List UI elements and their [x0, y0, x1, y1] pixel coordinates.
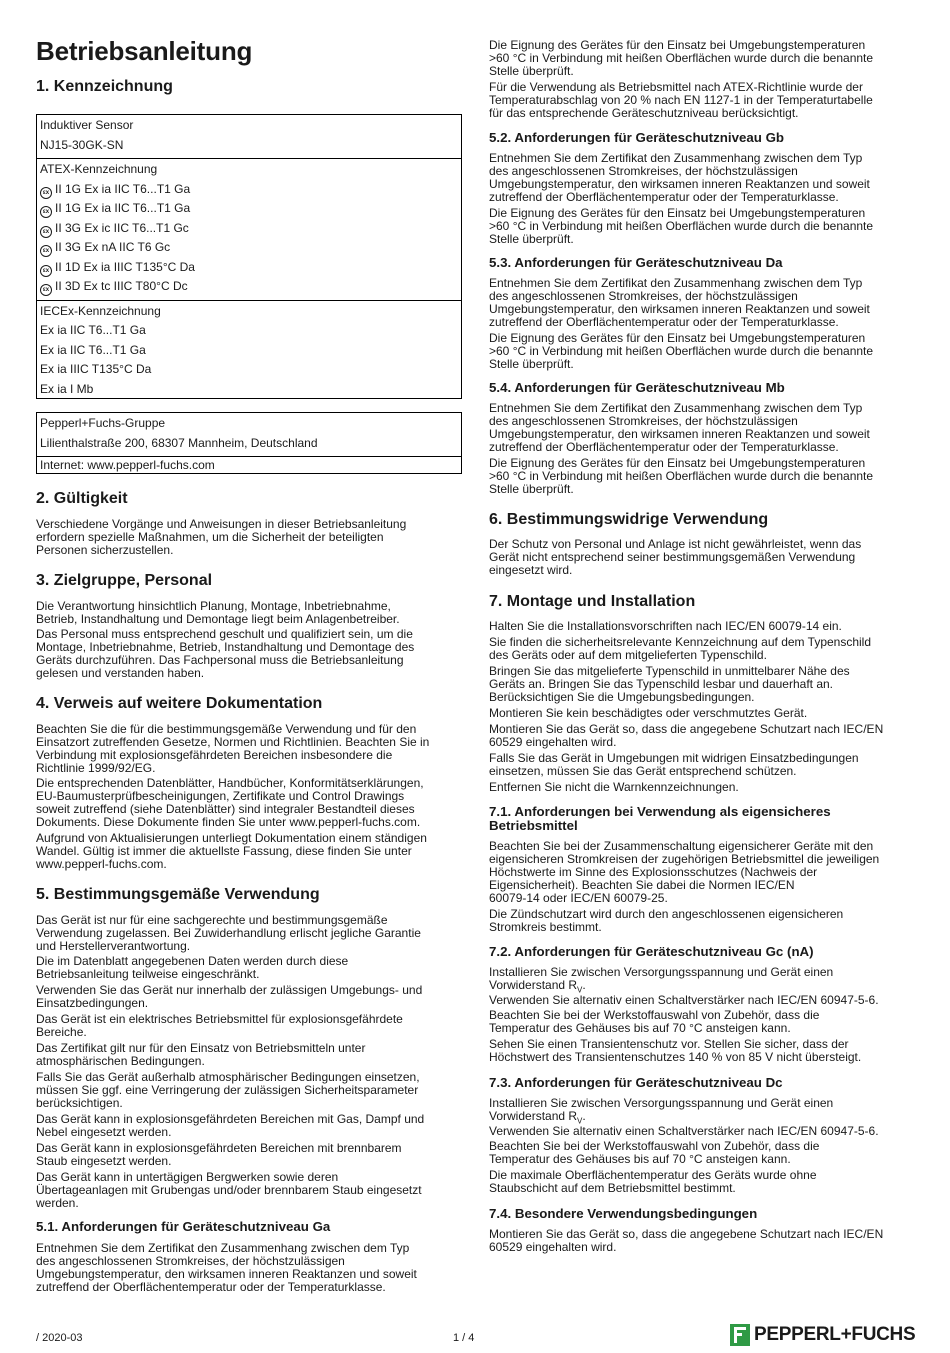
paragraph: Das Gerät ist ein elektrisches Betriebsmittel für explosionsgefährdete Bereiche. — [36, 1012, 403, 1039]
marking-row: εx II 3D Ex tc IIIC T80°C Dc — [37, 277, 461, 297]
section-heading: 5. Bestimmungsgemäße Verwendung — [36, 886, 320, 903]
marking-row: Ex ia IIC T6...T1 Ga — [40, 342, 146, 357]
ex-icon: εx — [40, 206, 52, 218]
paragraph: Das Gerät kann in explosionsgefährdeten Bereichen mit Gas, Dampf und Nebel eingesetzt werden. — [36, 1112, 425, 1139]
paragraph: Das Zertifikat gilt nur für den Einsatz von Betriebsmitteln unter atmosphärischen Bedingungen. — [36, 1041, 366, 1068]
marking-row: Induktiver Sensor — [40, 118, 134, 132]
section-heading: 3. Zielgruppe, Personal — [36, 572, 213, 589]
paragraph: Sehen Sie einen Transientenschutz vor. Stellen Sie sicher, dass der Höchstwert des Transientenschutzes 140 % von 85 V nicht übersteigt. — [489, 1037, 862, 1064]
paragraph: Die Eignung des Gerätes für den Einsatz bei Umgebungstemperaturen >60 °C in Verbindung mit heißen Oberflächen wurde durch die benannte Stelle überprüft. — [489, 331, 874, 371]
marking-row: Ex ia IIIC T135°C Da — [40, 362, 152, 376]
paragraph: Das Gerät ist nur für eine sachgerechte und bestimmungsgemäße Verwendung zugelassen. Bei Zuwiderhandlung erlischt jegliche Garantie und Herstellerverantwortung. — [36, 913, 421, 953]
subsection-heading: 5.1. Anforderungen für Geräteschutzniveau Ga — [36, 1219, 331, 1234]
ex-icon: εx — [40, 187, 52, 199]
section-heading: 6. Bestimmungswidrige Verwendung — [489, 511, 769, 528]
logo-text: PEPPERL+FUCHS — [754, 1324, 916, 1345]
paragraph: Die Eignung des Gerätes für den Einsatz bei Umgebungstemperaturen >60 °C in Verbindung mit heißen Oberflächen wurde durch die benannte Stelle überprüft. — [489, 206, 874, 246]
subsection-heading: 5.4. Anforderungen für Geräteschutzniveau Mb — [489, 380, 785, 395]
paragraph: Beachten Sie bei der Zusammenschaltung eigensicherer Geräte mit den eigensicheren Stromkreisen der zugehörigen Betriebsmittel die jeweiligen Höchstwerte im Sinne des Explosionsschutzes (Nachweis der Eigensicherheit). Beachten Sie dabei die Normen IEC/EN 60079-14 oder IEC/EN 60079-25. — [489, 839, 880, 905]
marking-group-sensor — [37, 115, 461, 159]
page-number: 1 / 4 — [453, 1332, 475, 1344]
section-heading: 2. Gültigkeit — [36, 490, 128, 507]
marking-row: IECEx-Kennzeichnung — [40, 303, 161, 318]
paragraph: Installieren Sie zwischen Versorgungsspannung und Gerät einen Vorwiderstand $R_V$. — [489, 965, 834, 995]
paragraph: Montieren Sie kein beschädigtes oder verschmutztes Gerät. — [489, 706, 808, 720]
paragraph: Falls Sie das Gerät außerhalb atmosphärischer Bedingungen einsetzen, müssen Sie ggf. eine Verringerung der zulässigen Sicherheitsparameter berücksichtigen. — [36, 1070, 420, 1110]
footer-date: / 2020-03 — [36, 1332, 83, 1344]
section-heading: 1. Kennzeichnung — [36, 78, 173, 95]
paragraph: Bringen Sie das mitgelieferte Typenschild in unmittelbarer Nähe des Geräts an. Bringen Sie das Typenschild lesbar und dauerhaft an. Berücksichtigen Sie die Umgebungsbedingungen. — [489, 664, 850, 704]
internet-group — [37, 457, 461, 476]
marking-row: ATEX-Kennzeichnung — [40, 162, 158, 176]
paragraph: Verwenden Sie alternativ einen Schaltverstärker nach IEC/EN 60947-5-6. — [489, 1124, 879, 1138]
paragraph: Montieren Sie das Gerät so, dass die angegebene Schutzart nach IEC/EN 60529 eingehalten wird. — [489, 722, 884, 749]
paragraph: Entnehmen Sie dem Zertifikat den Zusammenhang zwischen dem Typ des angeschlossenen Stromkreises, der höchstzulässigen Umgebungstemperatur, den wirksamen inneren Reaktanzen und soweit zutreffend der Oberflächentemperatur oder der Temperaturklasse. — [489, 151, 870, 204]
paragraph: Für die Verwendung als Betriebsmittel nach ATEX-Richtlinie wurde der Temperaturabschlag von 20 % nach EN 1127-1 in der Temperaturtabelle für das entsprechende Geräteschutzniveau berücksichtigt. — [489, 80, 873, 120]
section-heading: 7. Montage und Installation — [489, 593, 696, 610]
subsection-heading: 7.3. Anforderungen für Geräteschutzniveau Dc — [489, 1075, 783, 1090]
internet-row: Internet: www.pepperl-fuchs.com — [40, 458, 215, 472]
paragraph: Aufgrund von Aktualisierungen unterliegt Dokumentation einem ständigen Wandel. Gültig ist immer die aktuellste Fassung, diese finden Sie unter www.pepperl-fuchs.com. — [36, 831, 427, 871]
marking-row: εx II 1G Ex ia IIC T6...T1 Ga — [37, 180, 461, 200]
paragraph: Beachten Sie bei der Werkstoffauswahl von Zubehör, dass die Temperatur des Gehäuses bis auf 70 °C ansteigen kann. — [489, 1139, 820, 1166]
paragraph: Entnehmen Sie dem Zertifikat den Zusammenhang zwischen dem Typ des angeschlossenen Stromkreises, der höchstzulässigen Umgebungstemperatur, den wirksamen inneren Reaktanzen und soweit zutreffend der Oberflächentemperatur oder der Temperaturklasse. — [36, 1241, 417, 1294]
paragraph: Die Eignung des Gerätes für den Einsatz bei Umgebungstemperaturen >60 °C in Verbindung mit heißen Oberflächen wurde durch die benannte Stelle überprüft. — [489, 456, 874, 496]
subsection-heading: 7.1. Anforderungen bei Verwendung als eigensicheres Betriebsmittel — [489, 804, 831, 833]
subsection-heading: 5.2. Anforderungen für Geräteschutzniveau Gb — [489, 130, 785, 145]
subsection-heading: 7.2. Anforderungen für Geräteschutzniveau Gc (nA) — [489, 944, 814, 959]
paragraph: Das Personal muss entsprechend geschult und qualifiziert sein, um die Montage, Inbetriebnahme, Betrieb, Instandhaltung und Demontage des Geräts durchzuführen. Das Fachpersonal muss die Betriebsanleitung gelesen und verstanden haben. — [36, 627, 415, 680]
paragraph: Der Schutz von Personal und Anlage ist nicht gewährleistet, wenn das Gerät nicht entsprechend seiner bestimmungsgemäßen Verwendung eingesetzt wird. — [489, 537, 862, 577]
ex-icon: εx — [40, 284, 52, 296]
ex-icon: εx — [40, 226, 52, 238]
paragraph: Halten Sie die Installationsvorschriften nach IEC/EN 60079-14 ein. — [489, 619, 842, 633]
paragraph: Verwenden Sie alternativ einen Schaltverstärker nach IEC/EN 60947-5-6. — [489, 993, 879, 1007]
paragraph: Beachten Sie die für die bestimmungsgemäße Verwendung und für den Einsatzort zutreffenden Gesetze, Normen und Richtlinien. Beachten Sie in Verbindung mit explosionsgefährdeten Bereichen insbesondere die Richtlinie 1999/92/EG. — [36, 722, 430, 775]
brand-logo — [730, 1323, 915, 1347]
paragraph: Die Verantwortung hinsichtlich Planung, Montage, Inbetriebnahme, Betrieb, Instandhaltung und Demontage liegt beim Anlagenbetreiber. — [36, 599, 400, 626]
paragraph: Sie finden die sicherheitsrelevante Kennzeichnung auf dem Typenschild des Geräts oder auf dem mitgelieferten Typenschild. — [489, 635, 872, 662]
paragraph: Montieren Sie das Gerät so, dass die angegebene Schutzart nach IEC/EN 60529 eingehalten wird. — [489, 1227, 884, 1254]
marking-row: Ex ia I Mb — [40, 381, 94, 396]
paragraph: Beachten Sie bei der Werkstoffauswahl von Zubehör, dass die Temperatur des Gehäuses bis auf 70 °C ansteigen kann. — [489, 1008, 820, 1035]
manufacturer-row: Lilienthalstraße 200, 68307 Mannheim, Deutschland — [40, 435, 318, 450]
section-heading: 4. Verweis auf weitere Dokumentation — [36, 695, 323, 712]
marking-row: εx II 3G Ex nA IIC T6 Gc — [37, 238, 461, 258]
paragraph: Falls Sie das Gerät in Umgebungen mit widrigen Einsatzbedingungen einsetzen, müssen Sie das Gerät entsprechend schützen. — [489, 751, 859, 778]
paragraph: Die maximale Oberflächentemperatur des Geräts wurde ohne Staubschicht auf dem Betriebsmittel bestimmt. — [489, 1168, 817, 1195]
ex-icon: εx — [40, 265, 52, 277]
marking-row: NJ15-30GK-SN — [40, 137, 124, 152]
paragraph: Die entsprechenden Datenblätter, Handbücher, Konformitätserklärungen, EU-Baumusterprüfbescheinigungen, Zertifikate und Control Drawings soweit zutreffend (siehe Datenblätter) sind integraler Bestandteil dieses Dokuments. Diese Dokumente finden Sie unter www.pepperl-fuchs.com. — [36, 776, 424, 829]
paragraph: Verwenden Sie das Gerät nur innerhalb der zulässigen Umgebungs- und Einsatzbedingungen. — [36, 983, 423, 1010]
marking-group-atex — [37, 159, 461, 301]
paragraph: Verschiedene Vorgänge und Anweisungen in dieser Betriebsanleitung erfordern spezielle Maßnahmen, um die Sicherheit der beteiligten Personen sicherzustellen. — [36, 517, 407, 557]
manufacturer-row: Pepperl+Fuchs-Gruppe — [40, 416, 166, 430]
page-title: Betriebsanleitung — [36, 36, 253, 66]
paragraph: Die Zündschutzart wird durch den angeschlossenen eigensicheren Stromkreis bestimmt. — [489, 907, 844, 934]
ex-icon: εx — [40, 245, 52, 257]
manufacturer-box — [36, 412, 462, 474]
marking-group-iecex — [37, 301, 461, 403]
paragraph: Entfernen Sie nicht die Warnkennzeichnungen. — [489, 780, 739, 794]
paragraph: Die Eignung des Gerätes für den Einsatz bei Umgebungstemperaturen >60 °C in Verbindung mit heißen Oberflächen wurde durch die benannte Stelle überprüft. — [489, 38, 874, 78]
paragraph: Das Gerät kann in untertägigen Bergwerken sowie deren Übertageanlagen mit Grubengas und/oder brennbarem Staub eingesetzt werden. — [36, 1170, 422, 1210]
subsection-heading: 7.4. Besondere Verwendungsbedingungen — [489, 1206, 758, 1221]
marking-row: Ex ia IIC T6...T1 Ga — [40, 323, 146, 337]
marking-row: εx II 1D Ex ia IIIC T135°C Da — [37, 258, 461, 278]
paragraph: Installieren Sie zwischen Versorgungsspannung und Gerät einen Vorwiderstand $R_V$. — [489, 1096, 834, 1126]
paragraph: Das Gerät kann in explosionsgefährdeten Bereichen mit brennbarem Staub eingesetzt werden. — [36, 1141, 402, 1168]
manufacturer-group — [37, 413, 461, 457]
paragraph: Die im Datenblatt angegebenen Daten werden durch diese Betriebsanleitung teilweise eingeschränkt. — [36, 954, 349, 981]
paragraph: Entnehmen Sie dem Zertifikat den Zusammenhang zwischen dem Typ des angeschlossenen Stromkreises, der höchstzulässigen Umgebungstemperatur, den wirksamen inneren Reaktanzen und soweit zutreffend der Oberflächentemperatur oder der Temperaturklasse. — [489, 276, 870, 329]
paragraph: Entnehmen Sie dem Zertifikat den Zusammenhang zwischen dem Typ des angeschlossenen Stromkreises, der höchstzulässigen Umgebungstemperatur, den wirksamen inneren Reaktanzen und soweit zutreffend der Oberflächentemperatur oder der Temperaturklasse. — [489, 401, 870, 454]
marking-row: εx II 3G Ex ic IIC T6...T1 Gc — [37, 219, 461, 239]
marking-row: εx II 1G Ex ia IIC T6...T1 Ga — [37, 199, 461, 219]
marking-box — [36, 114, 462, 399]
pf-logo-icon — [730, 1324, 750, 1346]
subsection-heading: 5.3. Anforderungen für Geräteschutzniveau Da — [489, 255, 783, 270]
